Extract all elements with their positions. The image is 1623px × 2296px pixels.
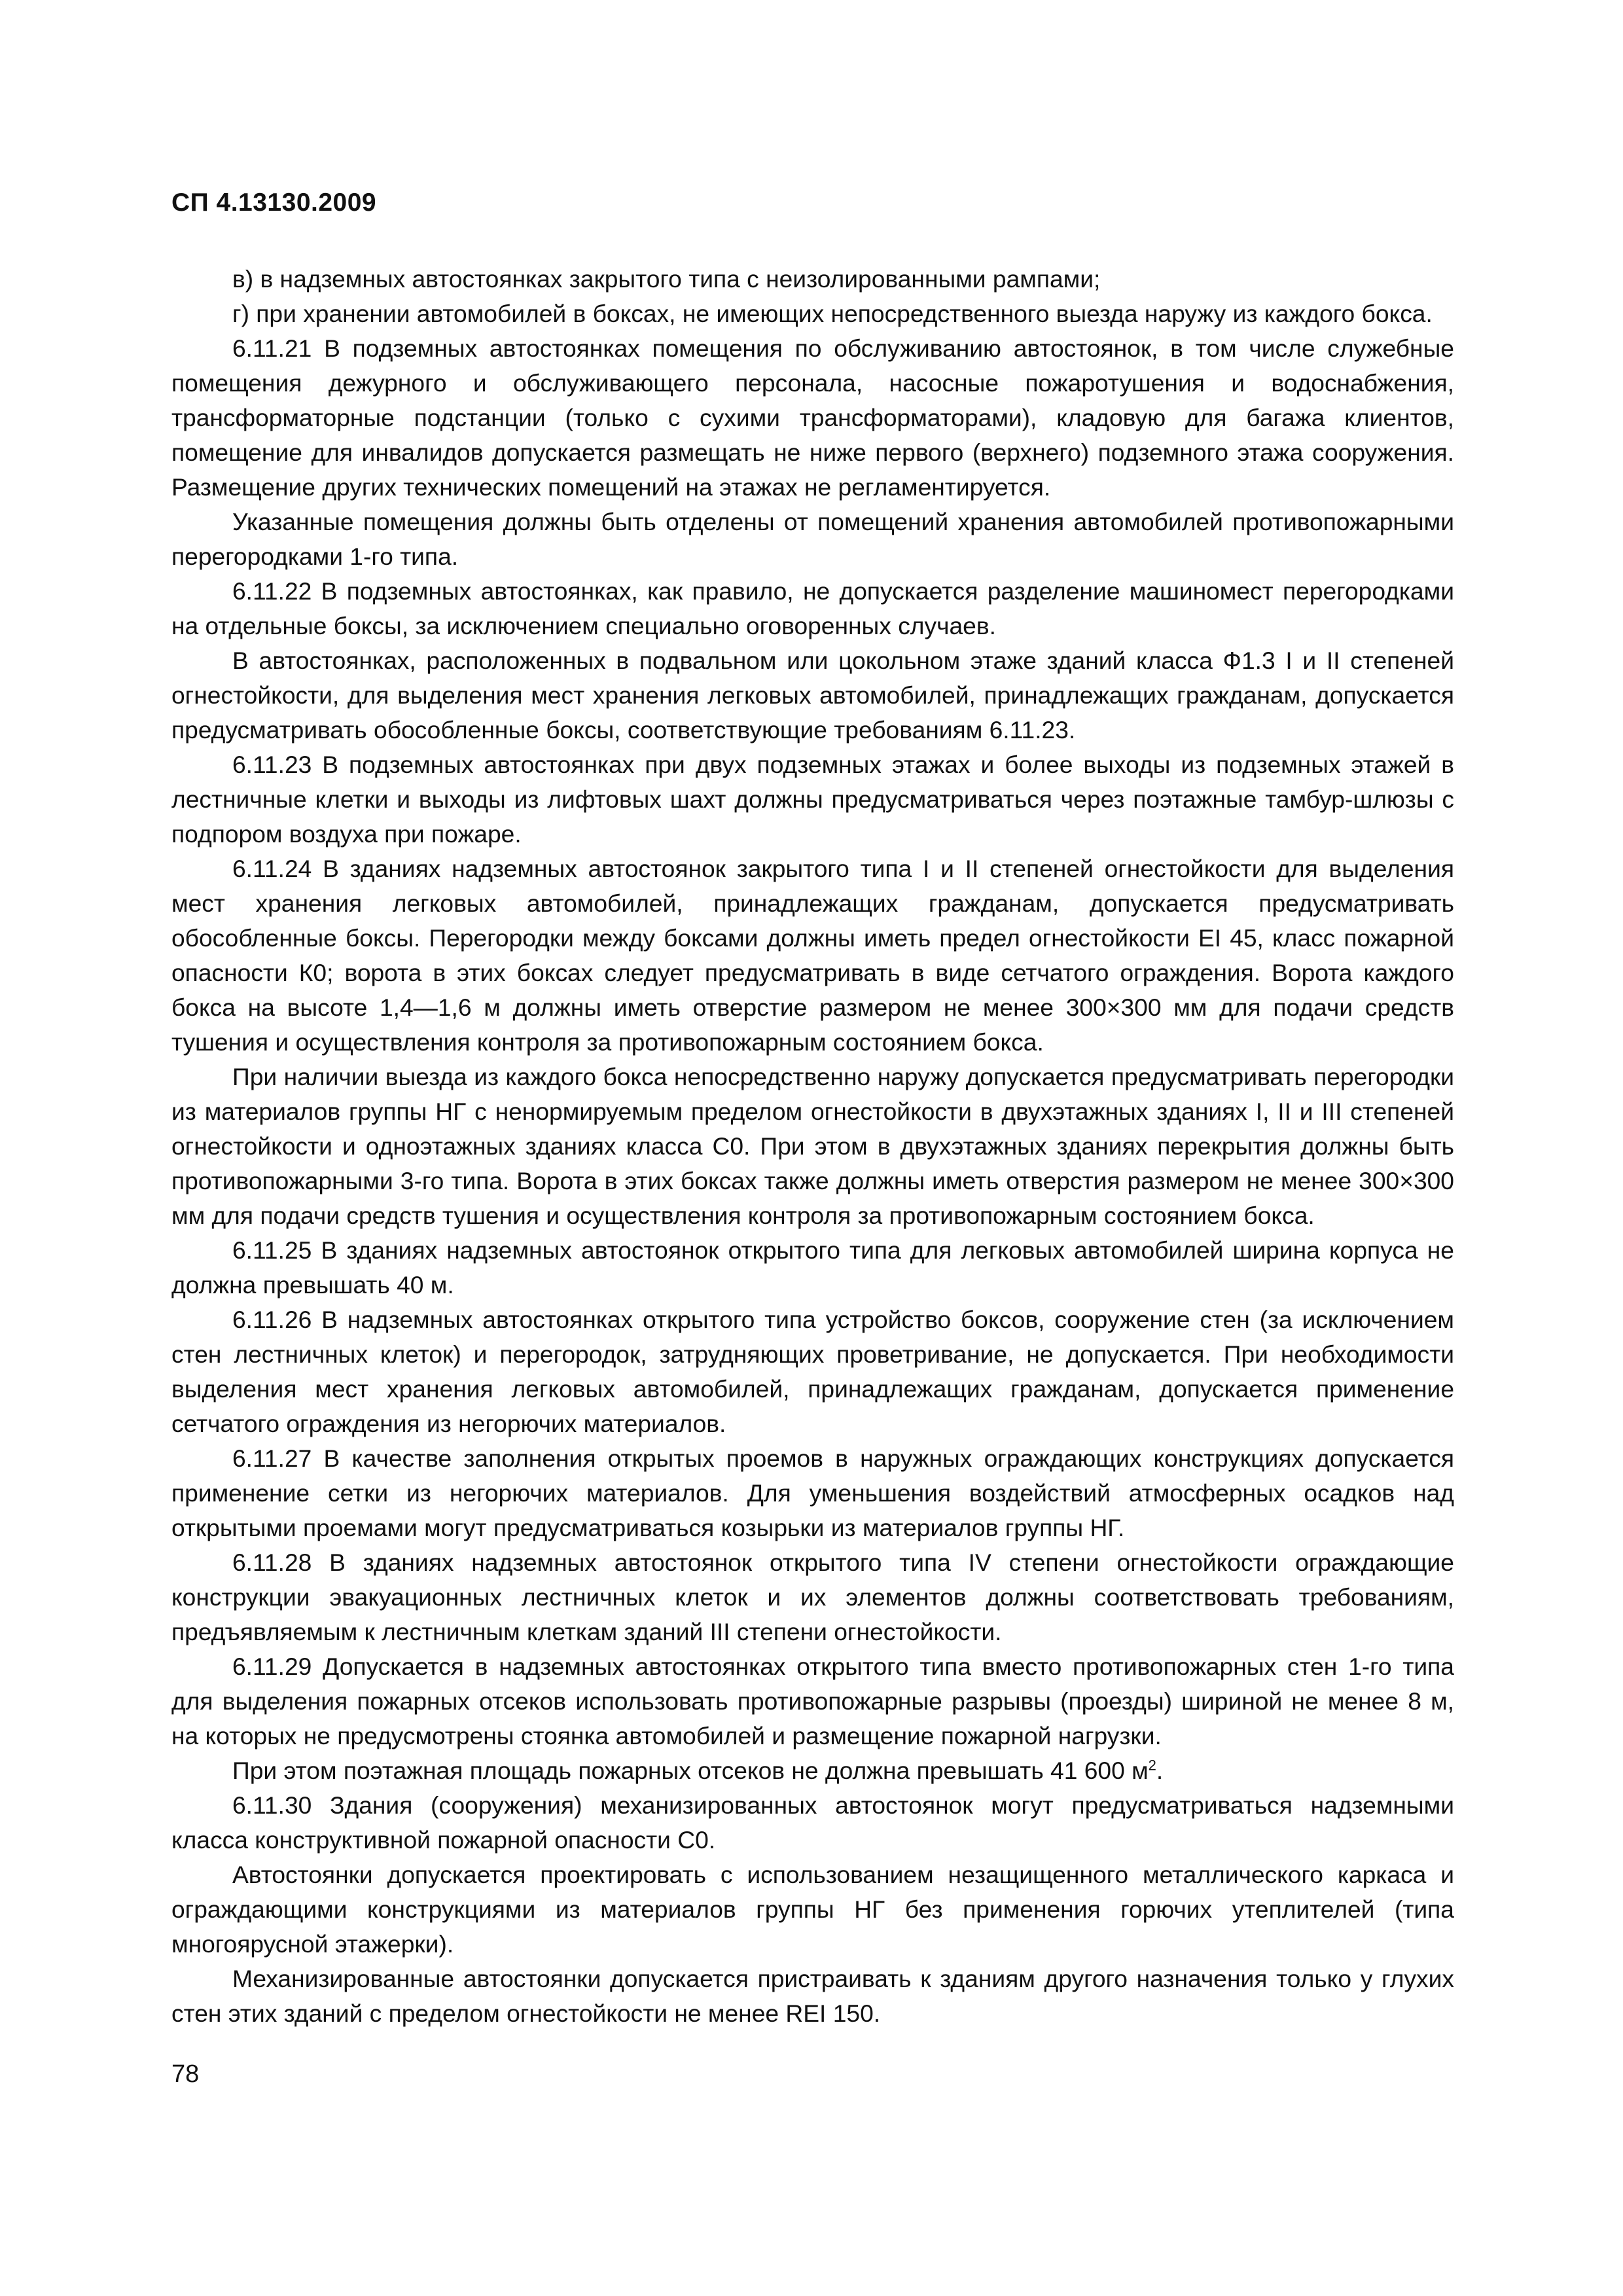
paragraph: 6.11.28 В зданиях надземных автостоянок открытого типа IV степени огнестойкости ограждающие конструкции эвакуационных лестничных клеток и их элементов должны соответствовать требованиям, предъявляемым к лестничным клеткам зданий III степени огнестойкости. (171, 1549, 1454, 1645)
paragraph: В автостоянках, расположенных в подвальном или цокольном этаже зданий класса Ф1.3 I и II степеней огнестойкости, для выделения мест хранения легковых автомобилей, принадлежащих гражданам, допускается предусматривать обособленные боксы, соответствующие требованиям 6.11.23. (171, 647, 1454, 744)
paragraph: в) в надземных автостоянках закрытого типа с неизолированными рампами; (232, 265, 1101, 293)
paragraph: 6.11.21 В подземных автостоянках помещения по обслуживанию автостоянок, в том числе служебные помещения дежурного и обслуживающего персонала, насосные пожаротушения и водоснабжения, трансформаторные подстанции (только с сухими трансформаторами), кладовую для багажа клиентов, помещение для инвалидов допускается размещать не ниже первого (верхнего) подземного этажа сооружения. Размещение других технических помещений на этажах не регламентируется. (171, 334, 1454, 501)
paragraph: 6.11.25 В зданиях надземных автостоянок открытого типа для легковых автомобилей ширина корпуса не должна превышать 40 м. (171, 1236, 1454, 1299)
paragraph-area-limit: При этом поэтажная площадь пожарных отсеков не должна превышать 41 600 $м^2$. (232, 1757, 1164, 1784)
paragraph: Автостоянки допускается проектировать с использованием незащищенного металлического каркаса и ограждающими конструкциями из материалов группы НГ без применения горючих утеплителей (типа многоярусной этажерки). (171, 1861, 1454, 1958)
superscript-exponent: 2 (1148, 1757, 1156, 1774)
document-body (171, 262, 1454, 2031)
paragraph: 6.11.26 В надземных автостоянках открытого типа устройство боксов, сооружение стен (за исключением стен лестничных клеток) и перегородок, затрудняющих проветривание, не допускается. При необходимости выделения мест хранения легковых автомобилей, принадлежащих гражданам, допускается применение сетчатого ограждения из негорючих материалов. (171, 1306, 1454, 1437)
paragraph-text: При этом поэтажная площадь пожарных отсеков не должна превышать 41 600 м (232, 1757, 1149, 1784)
paragraph: 6.11.23 В подземных автостоянках при двух подземных этажах и более выходы из подземных этажей в лестничные клетки и выходы из лифтовых шахт должны предусматриваться через поэтажные тамбур-шлюзы с подпором воздуха при пожаре. (171, 751, 1454, 848)
paragraph: Механизированные автостоянки допускается пристраивать к зданиям другого назначения только у глухих стен этих зданий с пределом огнестойкости не менее REI 150. (171, 1965, 1454, 2027)
document-code-header: СП 4.13130.2009 (171, 188, 377, 217)
paragraph: 6.11.30 Здания (сооружения) механизированных автостоянок могут предусматриваться надземными класса конструктивной пожарной опасности С0. (171, 1791, 1454, 1854)
paragraph: 6.11.27 В качестве заполнения открытых проемов в наружных ограждающих конструкциях допускается применение сетки из негорючих материалов. Для уменьшения воздействий атмосферных осадков над открытыми проемами могут предусматриваться козырьки из материалов группы НГ. (171, 1444, 1454, 1541)
paragraph: Указанные помещения должны быть отделены от помещений хранения автомобилей противопожарными перегородками 1-го типа. (171, 508, 1454, 570)
paragraph: 6.11.22 В подземных автостоянках, как правило, не допускается разделение машиномест перегородками на отдельные боксы, за исключением специально оговоренных случаев. (171, 577, 1454, 639)
paragraph: 6.11.24 В зданиях надземных автостоянок закрытого типа I и II степеней огнестойкости для выделения мест хранения легковых автомобилей, принадлежащих гражданам, допускается предусматривать обособленные боксы. Перегородки между боксами должны иметь предел огнестойкости EI 45, класс пожарной опасности К0; ворота в этих боксах следует предусматривать в виде сетчатого ограждения. Ворота каждого бокса на высоте 1,4—1,6 м должны иметь отверстие размером не менее 300×300 мм для подачи средств тушения и осуществления контроля за противопожарным состоянием бокса. (171, 855, 1454, 1056)
paragraph: г) при хранении автомобилей в боксах, не имеющих непосредственного выезда наружу из каждого бокса. (232, 300, 1433, 327)
paragraph: При наличии выезда из каждого бокса непосредственно наружу допускается предусматривать перегородки из материалов группы НГ с ненормируемым пределом огнестойкости в двухэтажных зданиях I, II и III степеней огнестойкости и одноэтажных зданиях класса С0. При этом в двухэтажных зданиях перекрытия должны быть противопожарными 3-го типа. Ворота в этих боксах также должны иметь отверстия размером не менее 300×300 мм для подачи средств тушения и осуществления контроля за противопожарным состоянием бокса. (171, 1063, 1454, 1229)
page-number: 78 (171, 2060, 200, 2088)
paragraph: 6.11.29 Допускается в надземных автостоянках открытого типа вместо противопожарных стен 1-го типа для выделения пожарных отсеков использовать противопожарные разрывы (проезды) шириной не менее 8 м, на которых не предусмотрены стоянка автомобилей и размещение пожарной нагрузки. (171, 1653, 1454, 1749)
